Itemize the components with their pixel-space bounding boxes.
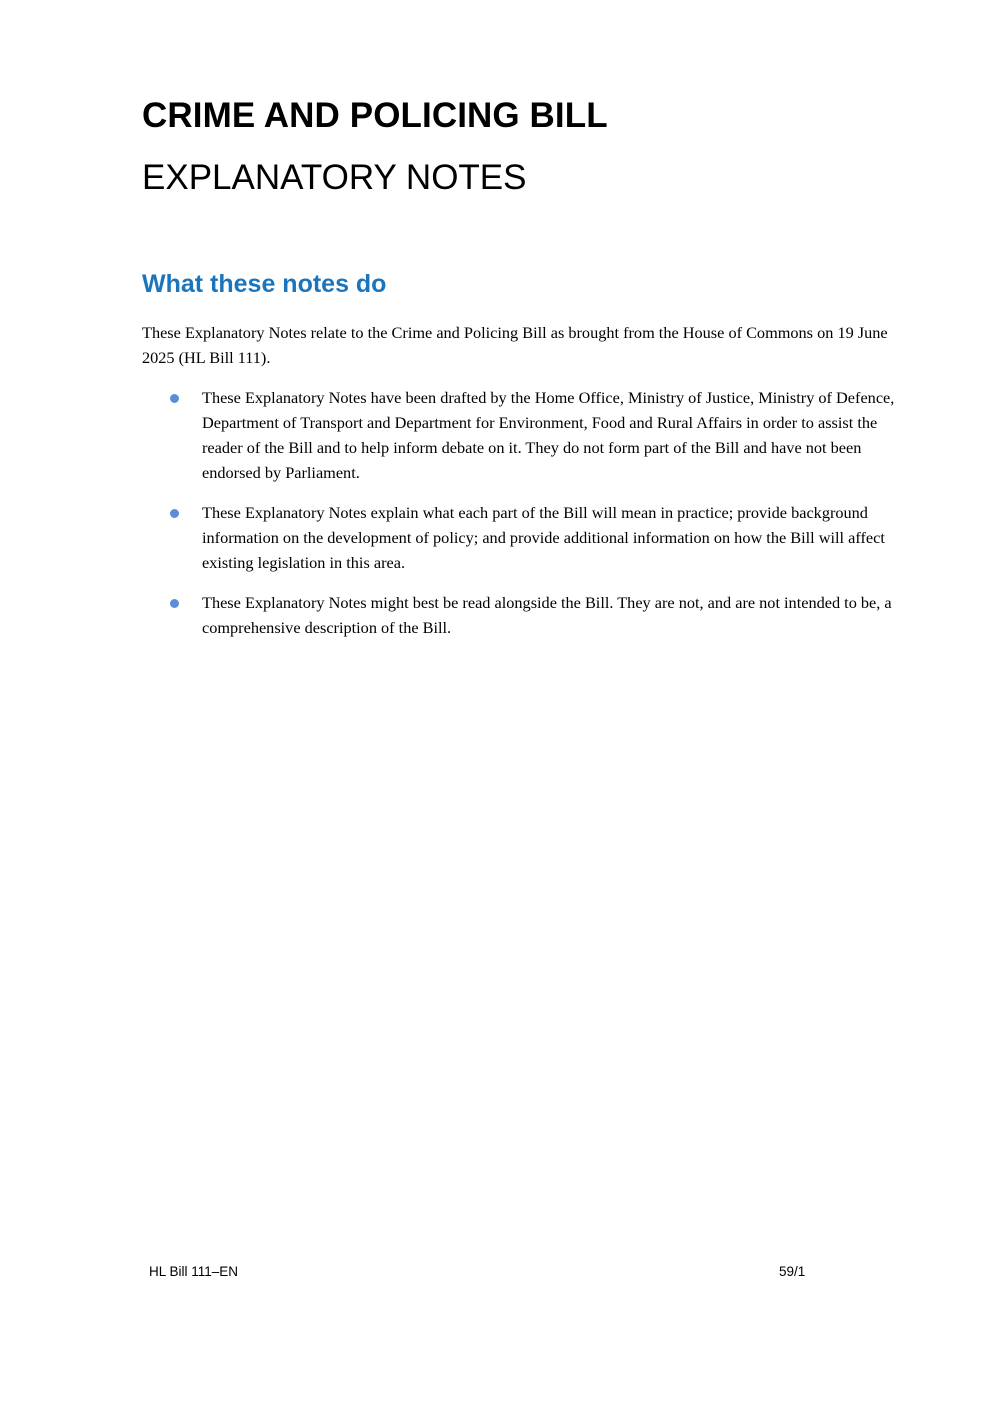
bullet-list [142,385,902,655]
intro-paragraph: These Explanatory Notes relate to the Crime and Policing Bill as brought from the House of Commons on 19 June 2025 (HL Bill 111). [142,323,888,367]
bullet-item [142,385,902,485]
bullet-item [142,500,902,575]
bullet-icon [170,394,179,403]
footer-bill-reference: HL Bill 111–EN [149,1264,239,1279]
bullet-text: These Explanatory Notes might best be read alongside the Bill. They are not, and are not intended to be, a comprehensive description of the Bill. [202,593,892,637]
bullet-item [142,590,902,640]
bullet-icon [170,509,179,518]
bullet-text: These Explanatory Notes have been drafted by the Home Office, Ministry of Justice, Ministry of Defence, Department of Transport and Department for Environment, Food and Rural Affairs in order to assist the reader of the Bill and to help inform debate on it. They do not form part of the Bill and have not been endorsed by Parliament. [202,388,895,482]
document-title: CRIME AND POLICING BILL [142,96,608,135]
footer-page-reference: 59/1 [779,1264,806,1279]
bullet-text: These Explanatory Notes explain what each part of the Bill will mean in practice; provide background information on the development of policy; and provide additional information on how the Bill will affect existing legislation in this area. [202,503,885,572]
section-heading: What these notes do [142,270,387,298]
document-subtitle: EXPLANATORY NOTES [142,158,527,197]
bullet-icon [170,599,179,608]
